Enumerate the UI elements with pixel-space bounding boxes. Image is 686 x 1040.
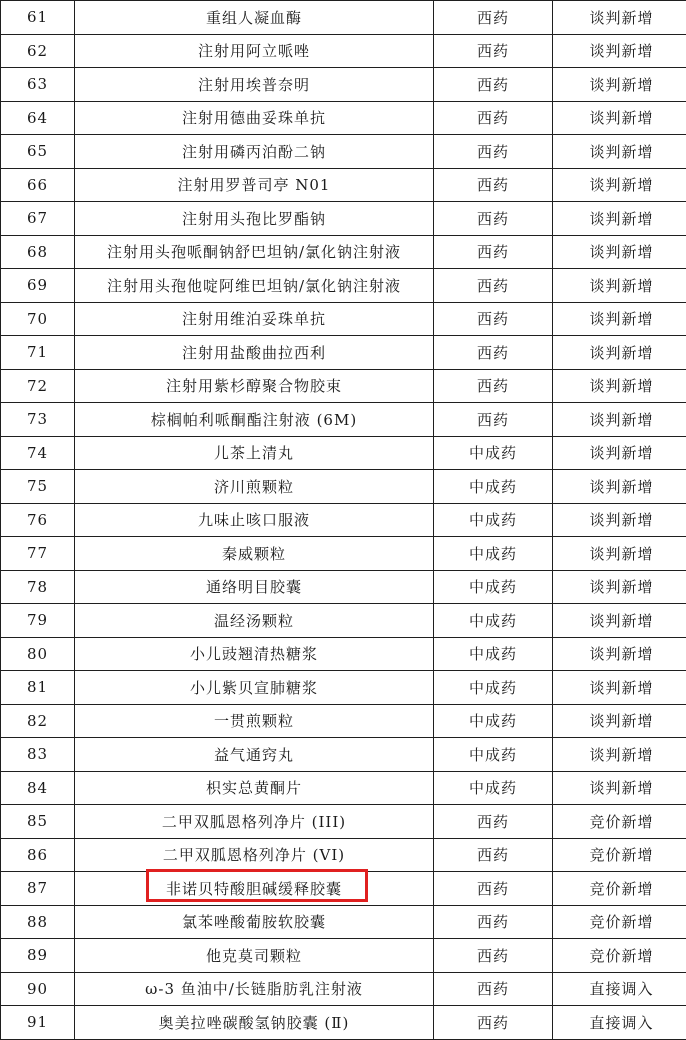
drug-name: 注射用阿立哌唑 [75, 34, 434, 68]
inclusion-method: 谈判新增 [553, 101, 686, 135]
row-number: 71 [1, 336, 75, 370]
drug-name: 他克莫司颗粒 [75, 939, 434, 973]
table-row [1, 1006, 686, 1040]
drug-category: 西药 [434, 202, 553, 236]
drug-category: 西药 [434, 838, 553, 872]
row-number: 80 [1, 637, 75, 671]
table-row [1, 671, 686, 705]
inclusion-method: 谈判新增 [553, 135, 686, 169]
row-number: 68 [1, 235, 75, 269]
drug-name: 九味止咳口服液 [75, 503, 434, 537]
inclusion-method: 竞价新增 [553, 905, 686, 939]
table-row [1, 939, 686, 973]
inclusion-method: 谈判新增 [553, 302, 686, 336]
row-number: 85 [1, 805, 75, 839]
inclusion-method: 谈判新增 [553, 34, 686, 68]
drug-category: 西药 [434, 805, 553, 839]
inclusion-method: 谈判新增 [553, 403, 686, 437]
drug-category: 中成药 [434, 771, 553, 805]
inclusion-method: 谈判新增 [553, 369, 686, 403]
inclusion-method: 谈判新增 [553, 202, 686, 236]
row-number: 83 [1, 738, 75, 772]
drug-category: 西药 [434, 302, 553, 336]
drug-category: 中成药 [434, 604, 553, 638]
row-number: 78 [1, 570, 75, 604]
table-row [1, 805, 686, 839]
table-row [1, 135, 686, 169]
table-row [1, 771, 686, 805]
drug-category: 西药 [434, 168, 553, 202]
table-row [1, 1, 686, 35]
table-row [1, 872, 686, 906]
row-number: 62 [1, 34, 75, 68]
table-row [1, 369, 686, 403]
drug-category: 中成药 [434, 570, 553, 604]
drug-category: 西药 [434, 403, 553, 437]
drug-category: 中成药 [434, 637, 553, 671]
table-row [1, 34, 686, 68]
table-row [1, 403, 686, 437]
drug-name: 小儿豉翘清热糖浆 [75, 637, 434, 671]
row-number: 77 [1, 537, 75, 571]
row-number: 67 [1, 202, 75, 236]
inclusion-method: 竞价新增 [553, 838, 686, 872]
drug-name: 秦威颗粒 [75, 537, 434, 571]
inclusion-method: 竞价新增 [553, 872, 686, 906]
drug-name: 通络明目胶囊 [75, 570, 434, 604]
drug-name: 注射用维泊妥珠单抗 [75, 302, 434, 336]
drug-category: 西药 [434, 235, 553, 269]
inclusion-method: 谈判新增 [553, 637, 686, 671]
row-number: 86 [1, 838, 75, 872]
inclusion-method: 竞价新增 [553, 805, 686, 839]
drug-category: 中成药 [434, 436, 553, 470]
drug-name: 小儿紫贝宣肺糖浆 [75, 671, 434, 705]
drug-name: 注射用埃普奈明 [75, 68, 434, 102]
drug-name: 一贯煎颗粒 [75, 704, 434, 738]
inclusion-method: 直接调入 [553, 972, 686, 1006]
drug-name: 重组人凝血酶 [75, 1, 434, 35]
table-row [1, 704, 686, 738]
table-row [1, 302, 686, 336]
inclusion-method: 谈判新增 [553, 704, 686, 738]
inclusion-method: 谈判新增 [553, 771, 686, 805]
drug-table-body [1, 1, 686, 1040]
row-number: 81 [1, 671, 75, 705]
row-number: 73 [1, 403, 75, 437]
drug-category: 西药 [434, 905, 553, 939]
table-row [1, 570, 686, 604]
row-number: 72 [1, 369, 75, 403]
inclusion-method: 谈判新增 [553, 1, 686, 35]
drug-category: 西药 [434, 872, 553, 906]
drug-category: 西药 [434, 101, 553, 135]
drug-name: 注射用德曲妥珠单抗 [75, 101, 434, 135]
inclusion-method: 竞价新增 [553, 939, 686, 973]
drug-name: 氯苯唑酸葡胺软胶囊 [75, 905, 434, 939]
drug-category: 西药 [434, 135, 553, 169]
drug-category: 中成药 [434, 671, 553, 705]
drug-name: ω-3 鱼油中/长链脂肪乳注射液 [75, 972, 434, 1006]
row-number: 70 [1, 302, 75, 336]
row-number: 87 [1, 872, 75, 906]
table-row [1, 604, 686, 638]
table-row [1, 972, 686, 1006]
inclusion-method: 谈判新增 [553, 235, 686, 269]
row-number: 69 [1, 269, 75, 303]
inclusion-method: 谈判新增 [553, 604, 686, 638]
drug-name: 济川煎颗粒 [75, 470, 434, 504]
drug-category: 中成药 [434, 503, 553, 537]
table-row [1, 101, 686, 135]
drug-category: 西药 [434, 34, 553, 68]
drug-name: 注射用头孢比罗酯钠 [75, 202, 434, 236]
table-row [1, 235, 686, 269]
table-row [1, 436, 686, 470]
inclusion-method: 谈判新增 [553, 503, 686, 537]
inclusion-method: 谈判新增 [553, 671, 686, 705]
drug-name: 棕榈帕利哌酮酯注射液 (6M) [75, 403, 434, 437]
inclusion-method: 谈判新增 [553, 436, 686, 470]
inclusion-method: 谈判新增 [553, 537, 686, 571]
drug-name: 注射用罗普司亭 N01 [75, 168, 434, 202]
table-row [1, 905, 686, 939]
drug-category: 中成药 [434, 738, 553, 772]
table-row [1, 537, 686, 571]
drug-category: 西药 [434, 1006, 553, 1040]
drug-name: 注射用头孢哌酮钠舒巴坦钠/氯化钠注射液 [75, 235, 434, 269]
drug-category: 西药 [434, 369, 553, 403]
row-number: 79 [1, 604, 75, 638]
drug-name: 益气通窍丸 [75, 738, 434, 772]
row-number: 75 [1, 470, 75, 504]
row-number: 90 [1, 972, 75, 1006]
drug-name: 二甲双胍恩格列净片 (III) [75, 805, 434, 839]
row-number: 76 [1, 503, 75, 537]
inclusion-method: 谈判新增 [553, 336, 686, 370]
table-row [1, 168, 686, 202]
drug-category: 中成药 [434, 537, 553, 571]
drug-name: 注射用磷丙泊酚二钠 [75, 135, 434, 169]
row-number: 66 [1, 168, 75, 202]
row-number: 65 [1, 135, 75, 169]
row-number: 91 [1, 1006, 75, 1040]
drug-name: 非诺贝特酸胆碱缓释胶囊 [75, 872, 434, 906]
table-row [1, 838, 686, 872]
inclusion-method: 谈判新增 [553, 738, 686, 772]
table-row [1, 336, 686, 370]
row-number: 82 [1, 704, 75, 738]
drug-category: 西药 [434, 939, 553, 973]
row-number: 61 [1, 1, 75, 35]
table-row [1, 470, 686, 504]
inclusion-method: 谈判新增 [553, 570, 686, 604]
inclusion-method: 谈判新增 [553, 168, 686, 202]
row-number: 89 [1, 939, 75, 973]
drug-name: 注射用盐酸曲拉西利 [75, 336, 434, 370]
table-row [1, 503, 686, 537]
drug-name: 注射用紫杉醇聚合物胶束 [75, 369, 434, 403]
row-number: 84 [1, 771, 75, 805]
drug-name: 枳实总黄酮片 [75, 771, 434, 805]
drug-name: 奥美拉唑碳酸氢钠胶囊 (Ⅱ) [75, 1006, 434, 1040]
row-number: 63 [1, 68, 75, 102]
drug-category: 中成药 [434, 704, 553, 738]
drug-category: 西药 [434, 972, 553, 1006]
inclusion-method: 直接调入 [553, 1006, 686, 1040]
drug-category: 西药 [434, 1, 553, 35]
inclusion-method: 谈判新增 [553, 68, 686, 102]
table-row [1, 68, 686, 102]
drug-name: 注射用头孢他啶阿维巴坦钠/氯化钠注射液 [75, 269, 434, 303]
table-row [1, 738, 686, 772]
drug-category: 西药 [434, 336, 553, 370]
drug-category: 中成药 [434, 470, 553, 504]
drug-name: 二甲双胍恩格列净片 (VI) [75, 838, 434, 872]
drug-name: 温经汤颗粒 [75, 604, 434, 638]
table-row [1, 269, 686, 303]
drug-name: 儿茶上清丸 [75, 436, 434, 470]
row-number: 88 [1, 905, 75, 939]
table-row [1, 637, 686, 671]
drug-category: 西药 [434, 68, 553, 102]
drug-category: 西药 [434, 269, 553, 303]
inclusion-method: 谈判新增 [553, 470, 686, 504]
table-row [1, 202, 686, 236]
inclusion-method: 谈判新增 [553, 269, 686, 303]
row-number: 74 [1, 436, 75, 470]
row-number: 64 [1, 101, 75, 135]
